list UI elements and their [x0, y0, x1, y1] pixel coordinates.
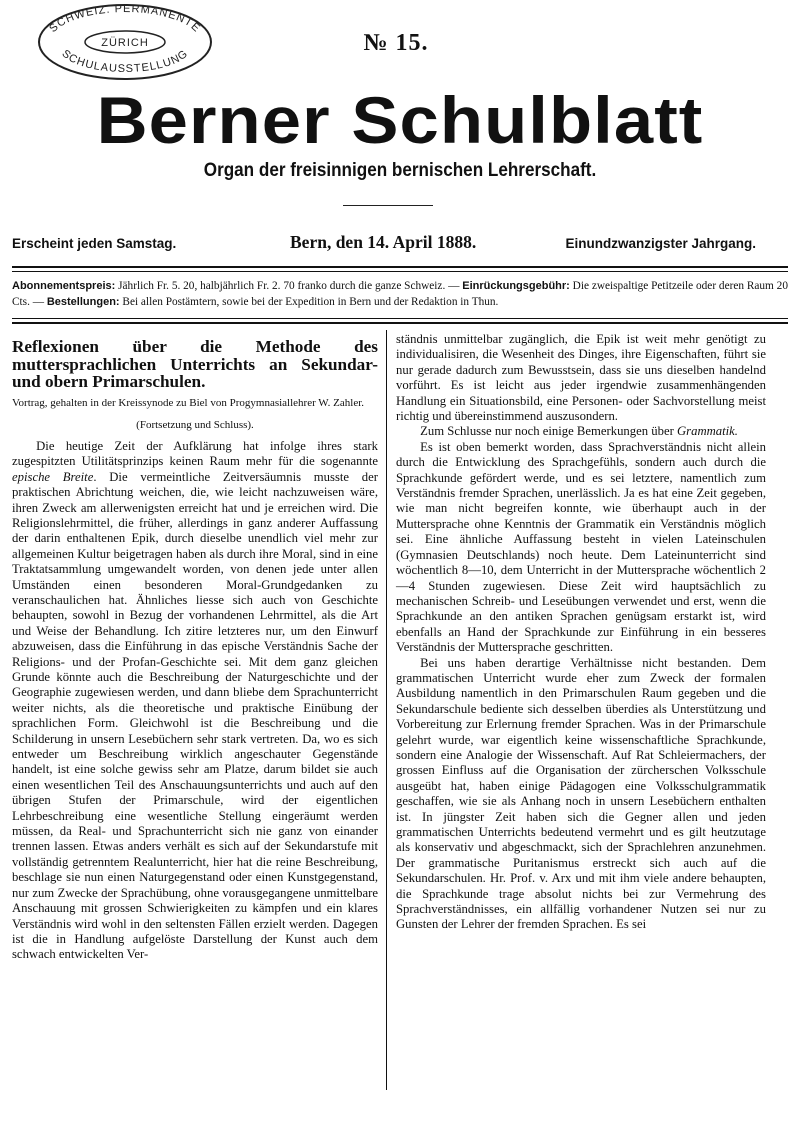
subscription-info	[12, 278, 788, 310]
library-stamp	[36, 2, 214, 82]
masthead-subtitle: Organ der freisinnigen bernischen Lehrerschaft.	[203, 160, 597, 181]
stamp-lower-text: SCHULAUSSTELLUNG	[59, 47, 191, 76]
column-separator	[386, 330, 387, 1090]
article-column-right	[396, 332, 766, 933]
orders-text: Bei allen Postämtern, sowie bei der Expedition in Bern und der Redaktion in Thun.	[122, 296, 499, 308]
subscription-price-label: Abonnementspreis:	[12, 280, 116, 292]
paragraph	[12, 439, 378, 963]
header-rule-top-thin	[12, 271, 788, 272]
place-and-date: Bern, den 14. April 1888.	[290, 232, 477, 252]
issue-number: № 15.	[363, 30, 429, 56]
header-rule-bottom-thin	[12, 318, 788, 319]
publication-frequency: Erscheint jeden Samstag.	[12, 236, 177, 251]
header-rule-top	[12, 266, 788, 268]
stamp-upper-text: SCHWEIZ. PERMANENTE	[47, 2, 203, 35]
paragraph-text: . Die vermeintliche Zeitversäumnis musste der praktischen Abrichtung weichen, die, wie leicht nachzuweisen wäre, ihren Zweck am allerwenigsten erreicht hat und je erreichen wird. Die Religionslehrmittel, die früher, allerdings in ganz anderer Auffassung der darin enthaltenen Epik, durch dieselbe unendlich viel mehr zur allgemeinen Kultur beigetragen haben als durch ihre Moral, sind in eine Traktatsammlung umgewandelt worden, von denen jede unter allen Umständen einen besonderen Moral-Grundgedanken zu veranschaulichen hat. Ähnliches liesse sich auch von Geschichte behaupten, sowohl in Bezug der vorhandenen Lehrmittel, als die Art und Weise der Behandlung. Ich zitire letzteres nur, um den Einwurf abzuweisen, dass die Einführung in das epische Verständnis Sache der Religions- und der Profan-Geschichte sei. Mit dem ganz gleichen Grunde könnte auch die Beschreibung der Naturgeschichte und der Geographie zugewiesen werden, und dann bliebe dem Sprachunterricht weiter nichts, als die theoretische und praktische Einübung der sprachlichen Form. Gleichwohl ist die Beschreibung und die Schilderung in unsern Lesebüchern sehr stark vertreten. Da, wo es sich entweder um Beschreibung wirklich angeschauter Gegenstände handelt, ist eine solche gewiss sehr am Platze, darum bildet sie auch einen wesentlichen Teil des Anschauungsunterrichts und auch auf den übrigen Stufen der Primarschule, wird der eigentlichen Lehrbeschreibung eine wesentliche Stellung eingeräumt werden müssen, da Real- und Sprachunterricht sich nie ganz von einander trennen lassen. Etwas anders verhält es sich auf der Sekundarstufe mit vollständig getrenntem Realunterricht, hier hat die reine Beschreibung, beschlage sie nun einen Naturgegenstand oder einen Kunstgegenstand, nur zum Zwecke der Sprachübung, ohne vorausgegangene unmittelbare Anschauung mit grossen Schwierigkeiten zu kämpfen und ein klares Verständnis wird wohl in den seltensten Fällen erzielt werden. Dagegen ist die in Handlung aufgelöste Darstellung der Kunst auch dem schwach entwickelten Ver-	[12, 469, 378, 962]
article-byline: Vortrag, gehalten in der Kreissynode zu Biel von Progymnasiallehrer W. Zahler.	[12, 396, 365, 409]
subscription-price-text: Jährlich Fr. 5. 20, halbjährlich Fr. 2. 70 franko durch die ganze Schweiz. —	[118, 280, 460, 292]
article-title: Reflexionen über die Methode des muttersprachlichen Unterrichts an Sekundar- und obern Primarschulen.	[12, 337, 378, 391]
continuation-note: (Fortsetzung und Schluss).	[136, 418, 254, 431]
svg-text:SCHWEIZ. PERMANENTE	[47, 3, 203, 35]
paragraph-text: Zum Schlusse nur noch einige Bemerkungen über	[420, 424, 677, 439]
insertion-fee-label: Einrückungsgebühr:	[462, 280, 570, 292]
article-column-left	[12, 332, 378, 963]
ornamental-rule	[343, 205, 433, 206]
dateline-row	[12, 232, 788, 256]
orders-label: Bestellungen:	[46, 296, 120, 308]
stamp-middle-text: ZÜRICH	[101, 37, 149, 49]
volume-year: Einundzwanzigster Jahrgang.	[565, 236, 756, 251]
paragraph: Bei uns haben derartige Verhältnisse nicht bestanden. Dem grammatischen Unterricht wurde eher zum Zweck der formalen Ausbildung namentlich in den Primarschulen Raum gegeben und die Sekundarschule bediente sich desselben überdies als Unterstützung und Vorbereitung zur Erlernung fremder Sprachen. Was in der Primarschule gelehrt wurde, war eigentlich keine wissenschaftliche Sprachkunde, sondern eine Analogie der Wissenschaft. Auf Rat Schleiermachers, der grossen Einfluss auf die Organisation der zürcherschen Volksschule ausgeübt hat, haben einige Pädagogen eine Volksschulgrammatik geschaffen, wie sie als Anhang noch in unsern Lesebüchern enthalten ist. In jüngster Zeit haben sich die Gegner allen und jeden grammatischen Unterrichts bedeutend vermehrt und es gilt heutzutage als konservativ und abgeschmackt, sich der Sprachlehren anzunehmen. Der grammatische Puritanismus erstreckt sich auch auf die Sekundarschulen. Hr. Prof. v. Arx und mit ihm viele andere behaupten, die Sprachkunde trage absolut nichts bei zur Vermehrung des Sprachverständnisses, ein allfällig vorhandener Nutzen sei nur zu Gunsten der Lehrer der fremden Sprachen. Es sei	[396, 655, 766, 932]
paragraph: Es ist oben bemerkt worden, dass Sprachverständnis nicht allein durch die Entwicklung des Sprachgefühls, sondern auch durch die Sprachkunde gefördert werde, und es sei letztere, namentlich zum Verständnis fremder Sprachen, unerlässlich. Ja es hat eine Zeit gegeben, wie man nicht begreifen konnte, wie überhaupt auch in der Muttersprache ohne Kenntnis der Grammatik ein Verständnis möglich sei. Eine ähnliche Auffassung besteht in vielen Lateinschulen (Gymnasien Deutschlands) noch heute. Dem Lateinunterricht sind wöchentlich 8—10, dem Unterricht in der Muttersprache wöchentlich 2—4 Stunden zugewiesen. Diese Zeit wird hauptsächlich zu mechanischen Schreib- und Leseübungen verwendet und erst, wenn die Sprachkunde an den antiken Sprachen genügsam erstarkt ist, wird ebenfalls an Hand der Sprachkunde zur Einführung in ein besseres Verständnis der Muttersprache geschritten.	[396, 439, 766, 655]
insertion-fee-text: Die zweispaltige Petitzeile oder deren Raum 20 Cts. —	[12, 280, 788, 308]
emphasis-text: epische Breite	[12, 469, 94, 484]
svg-text:SCHULAUSSTELLUNG	[59, 48, 190, 75]
header-rule-bottom	[12, 322, 788, 324]
emphasis-text: Grammatik.	[677, 424, 738, 439]
paragraph-text: Die heutige Zeit der Aufklärung hat infolge ihres stark zugespitzten Utilitätsprinzips keinen Raum mehr für die sogenannte	[12, 438, 378, 469]
masthead-title: Berner Schulblatt	[96, 83, 704, 157]
paragraph: ständnis unmittelbar zugänglich, die Epik ist weit mehr genötigt zu individualisiren, die Wesenheit des Dinges, ihre Eigenschaften, führt sie nur gerade dadurch zum Bewusstsein, dass sie uns dieselben handelnd vorführt. Es ist leicht aus jeder irgendwie zusammenhängenden Handlung ein Situationsbild, eine Personen- oder Sachvorstellung meist richtig und übereinstimmend auszusondern.	[396, 332, 766, 424]
paragraph	[396, 424, 766, 439]
